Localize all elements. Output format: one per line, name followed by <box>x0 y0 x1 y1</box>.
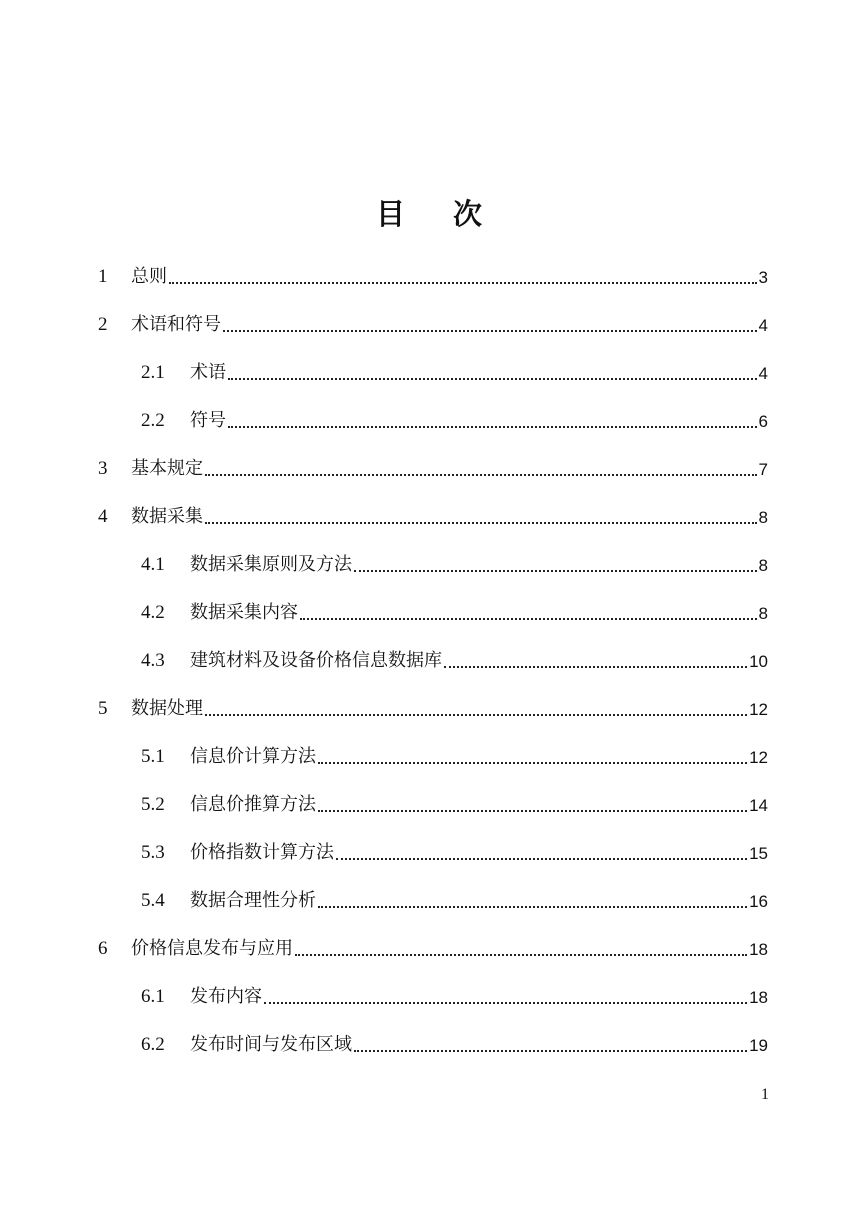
toc-entry-number: 3 <box>98 458 108 479</box>
toc-entry[interactable] <box>141 826 768 864</box>
toc-entry-page: 12 <box>749 748 768 767</box>
toc-entry-page: 4 <box>758 316 768 335</box>
toc-leader <box>354 1036 747 1052</box>
toc-entry-title: 发布时间与发布区域 <box>190 1034 352 1055</box>
toc-entry-title: 符号 <box>190 410 226 431</box>
toc-entry-page: 19 <box>749 1036 768 1055</box>
toc-entry-number: 6 <box>98 938 108 959</box>
toc-entry-title: 发布内容 <box>190 986 262 1007</box>
page-number: 1 <box>761 1086 769 1103</box>
toc-entry-title: 信息价推算方法 <box>190 794 316 815</box>
toc-entry-number: 5.3 <box>141 842 165 863</box>
toc-leader <box>223 316 757 332</box>
toc-leader <box>318 748 747 764</box>
toc-entry[interactable] <box>141 970 768 1008</box>
toc-entry-page: 3 <box>758 268 768 287</box>
toc-entry-title: 术语 <box>190 362 226 383</box>
toc-entry-page: 18 <box>749 940 768 959</box>
toc-entry[interactable] <box>141 778 768 816</box>
toc-entry-number: 4.3 <box>141 650 165 671</box>
toc-entry-title: 价格指数计算方法 <box>190 842 334 863</box>
toc-entry-page: 12 <box>749 700 768 719</box>
toc-leader <box>318 892 747 908</box>
toc-leader <box>205 460 757 476</box>
toc-entry[interactable] <box>98 298 768 336</box>
toc-entry[interactable] <box>141 874 768 912</box>
toc-leader <box>228 412 757 428</box>
toc-entry-page: 6 <box>758 412 768 431</box>
page-title <box>0 192 860 236</box>
toc-entry[interactable] <box>141 634 768 672</box>
toc-entry-title: 数据采集内容 <box>190 602 298 623</box>
toc-entry[interactable] <box>98 682 768 720</box>
toc-entry-number: 4.2 <box>141 602 165 623</box>
toc-leader <box>264 988 747 1004</box>
toc-entry-title: 总则 <box>131 266 167 287</box>
toc-entry[interactable] <box>141 586 768 624</box>
toc-entry[interactable] <box>141 346 768 384</box>
toc-entry-title: 数据采集 <box>131 506 203 527</box>
toc-entry-number: 5.2 <box>141 794 165 815</box>
title-char-1: 目 <box>375 197 407 231</box>
toc-entry-title: 价格信息发布与应用 <box>131 938 293 959</box>
toc-entry[interactable] <box>98 490 768 528</box>
toc-entry[interactable] <box>98 250 768 288</box>
toc-leader <box>169 268 757 284</box>
toc-leader <box>295 940 747 956</box>
toc-entry-number: 2.1 <box>141 362 165 383</box>
toc-entry-page: 8 <box>758 604 768 623</box>
toc-entry[interactable] <box>98 442 768 480</box>
toc-entry-page: 7 <box>758 460 768 479</box>
toc-entry-title: 信息价计算方法 <box>190 746 316 767</box>
toc-entry-title: 基本规定 <box>131 458 203 479</box>
toc-entry-number: 4 <box>98 506 108 527</box>
toc-entry-page: 8 <box>758 508 768 527</box>
toc-leader <box>205 508 757 524</box>
toc-entry-page: 10 <box>749 652 768 671</box>
toc-entry-number: 6.2 <box>141 1034 165 1055</box>
toc-entry[interactable] <box>98 922 768 960</box>
toc-entry-page: 14 <box>749 796 768 815</box>
toc-entry-title: 建筑材料及设备价格信息数据库 <box>190 650 442 671</box>
toc-entry-number: 5.4 <box>141 890 165 911</box>
toc-leader <box>444 652 747 668</box>
toc-entry-number: 6.1 <box>141 986 165 1007</box>
toc-entry-number: 1 <box>98 266 108 287</box>
toc-entry-page: 8 <box>758 556 768 575</box>
toc-leader <box>228 364 757 380</box>
toc-entry-title: 数据采集原则及方法 <box>190 554 352 575</box>
toc-entry-number: 2.2 <box>141 410 165 431</box>
toc-entry-page: 18 <box>749 988 768 1007</box>
title-char-2: 次 <box>453 197 485 231</box>
toc-entry[interactable] <box>141 730 768 768</box>
toc-entry-number: 2 <box>98 314 108 335</box>
toc-entry-page: 15 <box>749 844 768 863</box>
toc-entry[interactable] <box>141 538 768 576</box>
toc-entry[interactable] <box>141 394 768 432</box>
toc-leader <box>354 556 757 572</box>
toc-entry-title: 数据合理性分析 <box>190 890 316 911</box>
toc-entry-title: 术语和符号 <box>131 314 221 335</box>
toc-leader <box>336 844 747 860</box>
toc-entry-page: 4 <box>758 364 768 383</box>
toc-entry-page: 16 <box>749 892 768 911</box>
toc-entry-number: 4.1 <box>141 554 165 575</box>
toc-leader <box>300 604 757 620</box>
toc-entry-number: 5.1 <box>141 746 165 767</box>
toc-entry-number: 5 <box>98 698 108 719</box>
toc-entry[interactable] <box>141 1018 768 1056</box>
toc-entry-title: 数据处理 <box>131 698 203 719</box>
toc-leader <box>205 700 747 716</box>
toc-leader <box>318 796 747 812</box>
